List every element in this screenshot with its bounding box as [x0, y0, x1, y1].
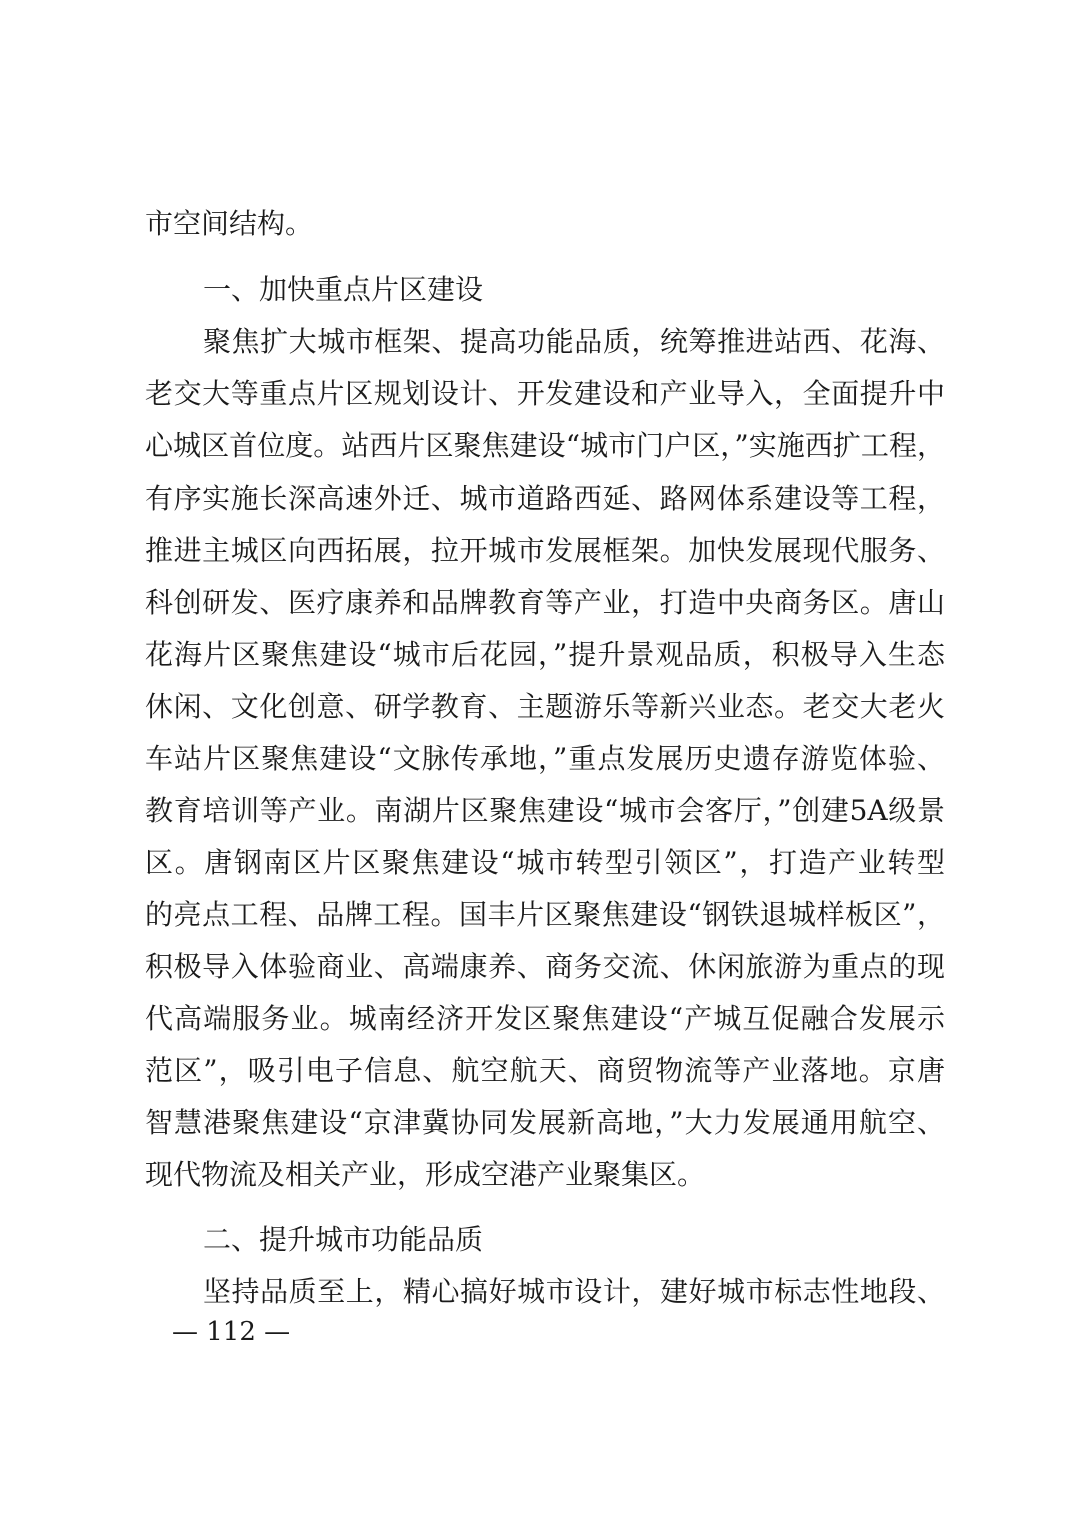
paragraph-line: 范区”，吸引电子信息、航空航天、商贸物流等产业落地。京唐 [145, 1054, 945, 1087]
paragraph-line: 休闲、文化创意、研学教育、主题游乐等新兴业态。老交大老火 [145, 690, 945, 723]
paragraph-line: 老交大等重点片区规划设计、开发建设和产业导入，全面提升中 [145, 377, 945, 410]
page-number: — 112 — [172, 1317, 291, 1347]
paragraph-continuation-line: 市空间结构。 [145, 207, 314, 240]
paragraph-line: 心城区首位度。站西片区聚焦建设“城市门户区，”实施西扩工程， [145, 429, 945, 462]
paragraph-line: 区。唐钢南区片区聚焦建设“城市转型引领区”，打造产业转型 [145, 846, 945, 879]
paragraph-line: 坚持品质至上，精心搞好城市设计，建好城市标志性地段、 [203, 1275, 945, 1308]
paragraph-line: 车站片区聚焦建设“文脉传承地，”重点发展历史遗存游览体验、 [145, 742, 945, 775]
paragraph-line: 推进主城区向西拓展，拉开城市发展框架。加快发展现代服务、 [145, 534, 945, 567]
paragraph-line: 科创研发、医疗康养和品牌教育等产业，打造中央商务区。唐山 [145, 586, 945, 619]
paragraph-line: 有序实施长深高速外迁、城市道路西延、路网体系建设等工程， [145, 482, 945, 515]
section-heading-2: 二、提升城市功能品质 [203, 1223, 484, 1256]
paragraph-line: 聚焦扩大城市框架、提高功能品质，统筹推进站西、花海、 [203, 325, 945, 358]
paragraph-line: 的亮点工程、品牌工程。国丰片区聚焦建设“钢铁退城样板区”， [145, 898, 945, 931]
paragraph-line: 花海片区聚焦建设“城市后花园，”提升景观品质，积极导入生态 [145, 638, 945, 671]
paragraph-line: 智慧港聚焦建设“京津冀协同发展新高地，”大力发展通用航空、 [145, 1106, 945, 1139]
section-heading-1: 一、加快重点片区建设 [203, 273, 484, 306]
paragraph-line: 教育培训等产业。南湖片区聚焦建设“城市会客厅，”创建5A级景 [145, 794, 945, 827]
paragraph-line: 积极导入体验商业、高端康养、商务交流、休闲旅游为重点的现 [145, 950, 945, 983]
paragraph-line: 现代物流及相关产业，形成空港产业聚集区。 [145, 1158, 706, 1191]
paragraph-line: 代高端服务业。城南经济开发区聚焦建设“产城互促融合发展示 [145, 1002, 945, 1035]
